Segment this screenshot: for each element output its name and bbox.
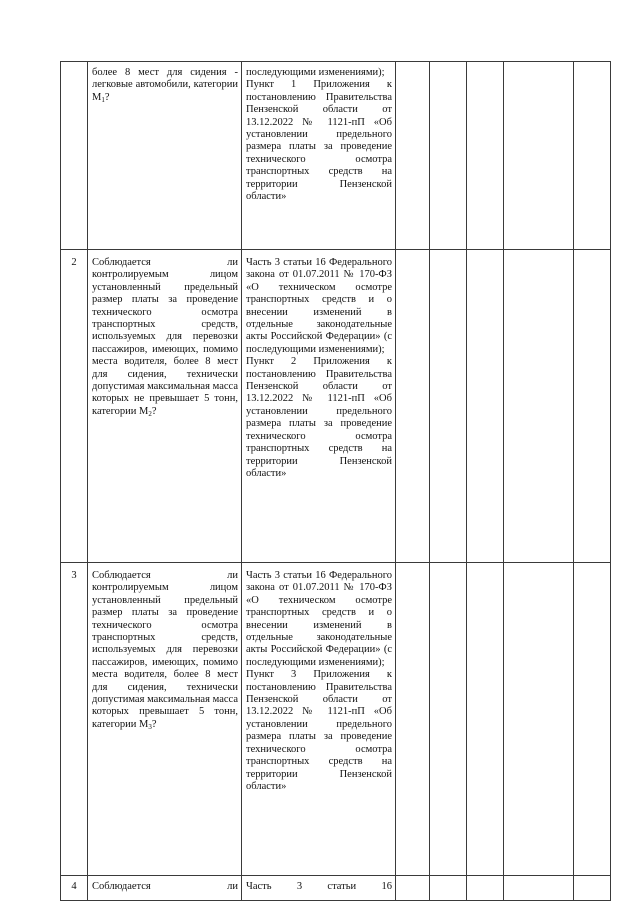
legal-basis xyxy=(242,563,396,876)
row-number: 4 xyxy=(61,876,88,901)
answer-cell-na[interactable] xyxy=(467,62,504,250)
row-number xyxy=(61,62,88,250)
question-text: Соблюдается ли контролируемым лицом установленный предельный размер платы за проведение технического осмотра транспортных средств, используемых для перевозки пассажиров, имеющих, помимо места водителя, более 8 мест для сидения, технически допустимая максимальная масса которых превышает 5 тонн, категории М xyxy=(92,570,238,730)
legal-basis-paragraph: Пункт 3 Приложения к постановлению Правительства Пензенской области от 13.12.2022 № 1121-пП «Об установлении предельного размера платы за проведение технического осмотра транспортных средств на территории Пензенской области» xyxy=(246,669,392,792)
answer-cell-na[interactable] xyxy=(467,876,504,901)
requirement-question xyxy=(88,250,242,563)
table-row xyxy=(61,62,611,250)
category-subscript: 3 xyxy=(148,722,152,731)
question-mark: ? xyxy=(104,91,110,103)
answer-cell-no[interactable] xyxy=(430,250,467,563)
checklist-page xyxy=(60,61,610,901)
answer-cell-yes[interactable] xyxy=(396,250,430,563)
table-row xyxy=(61,876,611,901)
answer-cell-yes[interactable] xyxy=(396,62,430,250)
answer-cell-yes[interactable] xyxy=(396,563,430,876)
notes-cell[interactable] xyxy=(504,250,574,563)
answer-cell-no[interactable] xyxy=(430,876,467,901)
category-subscript: 2 xyxy=(148,409,152,418)
extra-cell[interactable] xyxy=(574,563,611,876)
legal-basis xyxy=(242,876,396,901)
question-text: Соблюдается ли xyxy=(92,881,238,892)
answer-cell-no[interactable] xyxy=(430,62,467,250)
notes-cell[interactable] xyxy=(504,876,574,901)
requirement-question xyxy=(88,62,242,250)
requirement-question xyxy=(88,563,242,876)
legal-basis xyxy=(242,250,396,563)
table-row xyxy=(61,563,611,876)
question-text: более 8 мест для сидения - легковые автомобили, категории М xyxy=(92,67,238,103)
extra-cell[interactable] xyxy=(574,876,611,901)
row-number: 3 xyxy=(61,563,88,876)
table-row xyxy=(61,250,611,563)
extra-cell[interactable] xyxy=(574,62,611,250)
question-mark: ? xyxy=(151,718,157,730)
question-mark: ? xyxy=(151,405,157,417)
legal-basis-paragraph: Пункт 1 Приложения к постановлению Правительства Пензенской области от 13.12.2022 № 1121-пП «Об установлении предельного размера платы за проведение технического осмотра транспортных средств на территории Пензенской области» xyxy=(246,79,392,203)
question-text: Соблюдается ли контролируемым лицом установленный предельный размер платы за проведение технического осмотра транспортных средств, используемых для перевозки пассажиров, имеющих, помимо места водителя, более 8 мест для сидения, технически допустимая максимальная масса которых не превышает 5 тонн, категории М xyxy=(92,257,238,417)
legal-basis-paragraph: Пункт 2 Приложения к постановлению Правительства Пензенской области от 13.12.2022 № 1121-пП «Об установлении предельного размера платы за проведение технического осмотра транспортных средств на территории Пензенской области» xyxy=(246,356,392,479)
category-subscript: 1 xyxy=(101,95,105,104)
legal-basis-paragraph: Часть 3 статьи 16 Федерального закона от 01.07.2011 № 170-ФЗ «О техническом осмотре транспортных средств и о внесении изменений в отдельные законодательные акты Российской Федерации» (с последующими изменениями); xyxy=(246,257,392,355)
answer-cell-na[interactable] xyxy=(467,563,504,876)
notes-cell[interactable] xyxy=(504,62,574,250)
legal-basis xyxy=(242,62,396,250)
notes-cell[interactable] xyxy=(504,563,574,876)
legal-basis-paragraph: Часть 3 статьи 16 Федерального закона от 01.07.2011 № 170-ФЗ «О техническом осмотре транспортных средств и о внесении изменений в отдельные законодательные акты Российской Федерации» (с последующими изменениями); xyxy=(246,570,392,668)
legal-basis-paragraph: Часть 3 статьи 16 xyxy=(246,881,392,892)
answer-cell-na[interactable] xyxy=(467,250,504,563)
row-number: 2 xyxy=(61,250,88,563)
legal-basis-paragraph: последующими изменениями); xyxy=(246,67,385,78)
extra-cell[interactable] xyxy=(574,250,611,563)
checklist-table xyxy=(60,61,611,901)
answer-cell-no[interactable] xyxy=(430,563,467,876)
requirement-question xyxy=(88,876,242,901)
answer-cell-yes[interactable] xyxy=(396,876,430,901)
